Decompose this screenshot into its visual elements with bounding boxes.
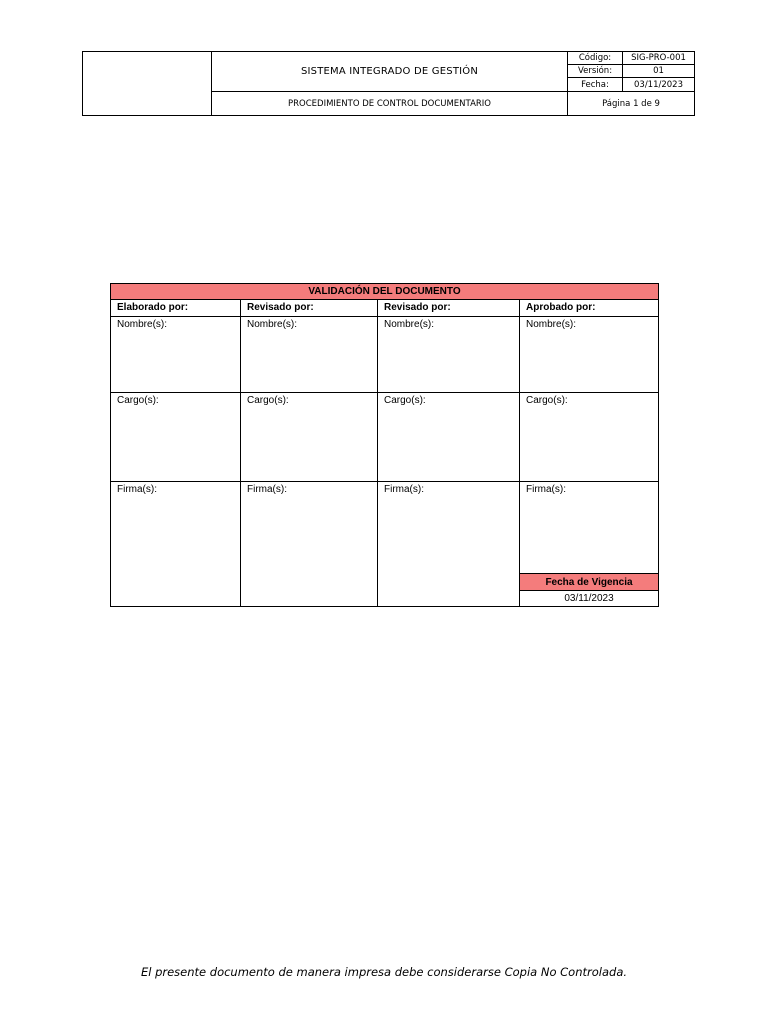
meta-date-label: Fecha: [568,78,623,91]
nombre-cell-revisado-1: Nombre(s): [240,316,378,393]
procedure-title: PROCEDIMIENTO DE CONTROL DOCUMENTARIO [212,92,568,115]
col-head-aprobado: Aprobado por: [519,299,659,317]
document-meta [568,52,694,92]
footer-note: El presente documento de manera impresa debe considerarse Copia No Controlada. [140,965,628,979]
page-number: Página 1 de 9 [602,98,660,109]
firma-cell-aprobado: Firma(s): [519,481,659,574]
nombre-cell-elaborado: Nombre(s): [110,316,241,393]
cargo-cell-elaborado: Cargo(s): [110,392,241,482]
meta-version-value: 01 [653,66,664,76]
meta-version-label: Versión: [568,65,623,77]
firma-cell-elaborado: Firma(s): [110,481,241,607]
meta-date-value: 03/11/2023 [634,79,683,90]
firma-cell-revisado-1: Firma(s): [240,481,378,607]
nombre-cell-revisado-2: Nombre(s): [377,316,520,393]
cargo-cell-revisado-1: Cargo(s): [240,392,378,482]
system-title: SISTEMA INTEGRADO DE GESTIÓN [212,52,568,92]
meta-code-row [568,52,694,65]
vigencia-label: Fecha de Vigencia [519,573,659,591]
document-header [82,51,695,116]
validation-table [110,283,659,607]
meta-code-value: SIG-PRO-001 [631,53,686,63]
firma-cell-revisado-2: Firma(s): [377,481,520,607]
col-head-revisado-1: Revisado por: [240,299,378,317]
col-head-elaborado: Elaborado por: [110,299,241,317]
nombre-cell-aprobado: Nombre(s): [519,316,659,393]
col-head-revisado-2: Revisado por: [377,299,520,317]
vigencia-value: 03/11/2023 [519,590,659,607]
meta-version-row [568,65,694,78]
validation-title: VALIDACIÓN DEL DOCUMENTO [110,283,659,300]
logo-cell [83,52,212,115]
meta-date-row [568,78,694,91]
cargo-cell-aprobado: Cargo(s): [519,392,659,482]
meta-code-label: Código: [568,52,623,64]
cargo-cell-revisado-2: Cargo(s): [377,392,520,482]
